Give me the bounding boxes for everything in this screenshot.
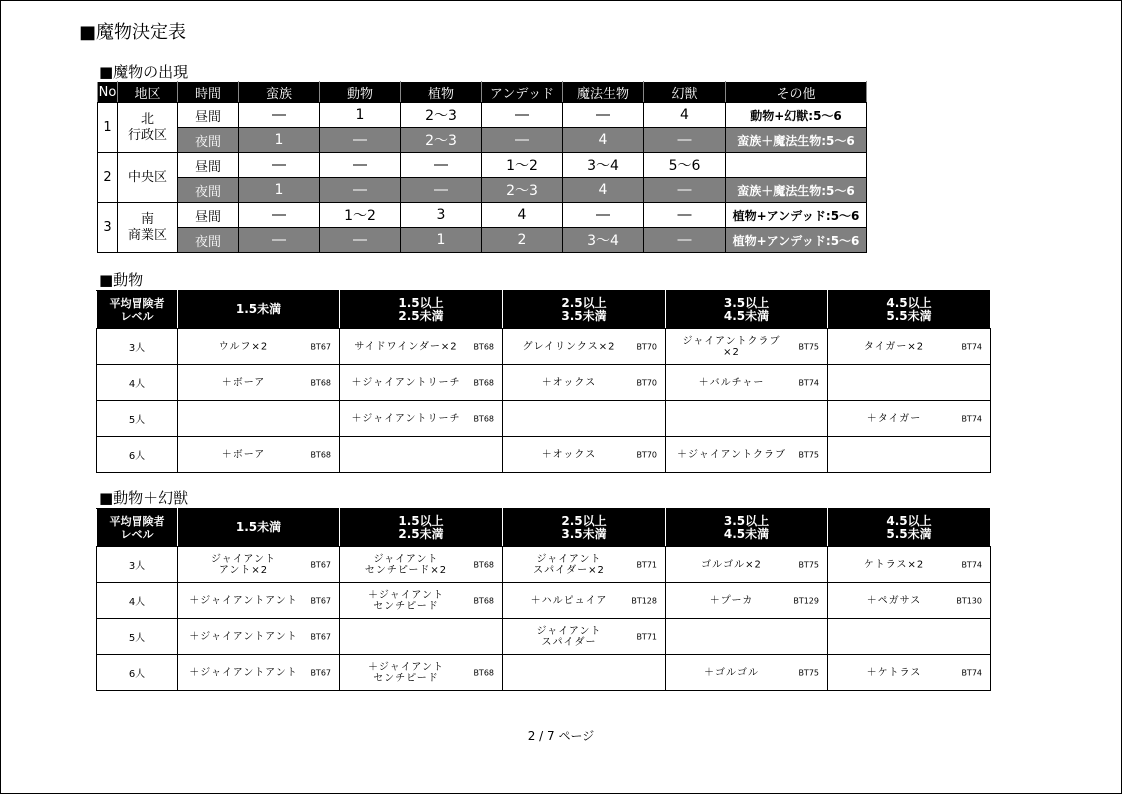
monster-entry — [828, 365, 990, 400]
level-range-header: 2.5以上 3.5未満 — [503, 509, 666, 547]
monster-entry — [340, 329, 502, 364]
time-of-day: 昼間 — [178, 153, 239, 178]
roll-range: ― — [563, 103, 644, 128]
appearance-table — [97, 81, 867, 253]
book-reference: BT128 — [631, 596, 657, 605]
time-of-day: 昼間 — [178, 103, 239, 128]
region-name: 中央区 — [118, 153, 178, 203]
monster-name: ＋ジャイアントアント — [189, 595, 298, 606]
column-header: 魔法生物 — [563, 82, 644, 103]
monster-cell — [340, 655, 503, 691]
table-row — [98, 203, 867, 228]
monster-cell — [178, 619, 340, 655]
monster-cell — [503, 655, 666, 691]
party-size: 4人 — [97, 365, 178, 401]
monster-cell — [178, 655, 340, 691]
region-number: 2 — [98, 153, 118, 203]
animals-table — [96, 290, 991, 473]
column-header: アンデッド — [482, 82, 563, 103]
book-reference: BT74 — [961, 342, 982, 351]
monster-cell — [666, 619, 828, 655]
monster-cell — [503, 619, 666, 655]
roll-range: ― — [320, 128, 401, 153]
roll-range: 4 — [563, 178, 644, 203]
roll-range: 1 — [239, 178, 320, 203]
monster-cell — [178, 547, 340, 583]
book-reference: BT70 — [636, 342, 657, 351]
monster-entry — [503, 655, 665, 690]
roll-range: 1〜2 — [320, 203, 401, 228]
book-reference: BT68 — [310, 378, 331, 387]
monster-name: ＋ボーア — [221, 377, 266, 388]
roll-range: ― — [239, 203, 320, 228]
party-size: 5人 — [97, 401, 178, 437]
book-reference: BT75 — [798, 668, 819, 677]
book-reference: BT71 — [636, 560, 657, 569]
book-reference: BT74 — [961, 668, 982, 677]
monster-cell — [340, 365, 503, 401]
roll-range: 2〜3 — [482, 178, 563, 203]
book-reference: BT67 — [310, 596, 331, 605]
roll-range: 1 — [239, 128, 320, 153]
monster-cell — [503, 547, 666, 583]
table-row — [97, 437, 991, 473]
roll-range: ― — [644, 178, 726, 203]
party-size: 6人 — [97, 655, 178, 691]
table-row — [98, 228, 867, 253]
monster-cell — [340, 583, 503, 619]
monster-entry — [340, 437, 502, 472]
party-size: 3人 — [97, 547, 178, 583]
monster-entry — [503, 437, 665, 472]
book-reference: BT74 — [961, 560, 982, 569]
book-reference: BT68 — [473, 378, 494, 387]
monster-entry — [340, 401, 502, 436]
book-reference: BT129 — [793, 596, 819, 605]
monster-entry — [503, 547, 665, 582]
column-header: 植物 — [401, 82, 482, 103]
other-roll — [726, 153, 867, 178]
book-reference: BT68 — [473, 342, 494, 351]
monster-name: ジャイアントクラブ ×2 — [682, 335, 781, 358]
monster-name: ジャイアント センチピード×2 — [364, 553, 448, 576]
level-range-header: 3.5以上 4.5未満 — [666, 509, 828, 547]
monster-entry — [178, 401, 339, 436]
level-range-header: 3.5以上 4.5未満 — [666, 291, 828, 329]
monster-name: ケトラス×2 — [863, 559, 925, 570]
monster-cell — [828, 547, 991, 583]
book-reference: BT71 — [636, 632, 657, 641]
monster-cell — [178, 583, 340, 619]
table-row — [97, 365, 991, 401]
level-range-header: 2.5以上 3.5未満 — [503, 291, 666, 329]
level-range-header: 1.5以上 2.5未満 — [340, 291, 503, 329]
monster-entry — [828, 619, 990, 654]
book-reference: BT67 — [310, 342, 331, 351]
roll-range: ― — [644, 203, 726, 228]
roll-range: 5〜6 — [644, 153, 726, 178]
monster-cell — [178, 365, 340, 401]
book-reference: BT68 — [473, 668, 494, 677]
monster-cell — [666, 365, 828, 401]
monster-entry — [503, 583, 665, 618]
level-header: 平均冒険者 レベル — [97, 509, 178, 547]
monster-entry — [178, 547, 339, 582]
book-reference: BT74 — [961, 414, 982, 423]
monster-cell — [503, 329, 666, 365]
party-size: 4人 — [97, 583, 178, 619]
book-reference: BT70 — [636, 378, 657, 387]
monster-entry — [666, 401, 827, 436]
book-reference: BT74 — [798, 378, 819, 387]
party-size: 6人 — [97, 437, 178, 473]
roll-range: ― — [401, 178, 482, 203]
monster-entry — [666, 365, 827, 400]
monster-name: ＋ジャイアントアント — [189, 631, 298, 642]
roll-range: 4 — [563, 128, 644, 153]
table-row — [97, 583, 991, 619]
region-name: 南 商業区 — [118, 203, 178, 253]
monster-entry — [503, 619, 665, 654]
monster-name: ＋ジャイアントクラブ — [677, 449, 786, 460]
monster-cell — [503, 437, 666, 473]
monster-cell — [828, 619, 991, 655]
party-size: 3人 — [97, 329, 178, 365]
monster-entry — [503, 365, 665, 400]
monster-cell — [666, 655, 828, 691]
monster-entry — [178, 583, 339, 618]
monster-name: ＋ハルピュイア — [530, 595, 608, 606]
table-row — [97, 619, 991, 655]
column-header: 地区 — [118, 82, 178, 103]
roll-range: 4 — [644, 103, 726, 128]
roll-range: ― — [239, 153, 320, 178]
monster-entry — [340, 547, 502, 582]
time-of-day: 夜間 — [178, 178, 239, 203]
book-reference: BT70 — [636, 450, 657, 459]
monster-cell — [503, 583, 666, 619]
time-of-day: 昼間 — [178, 203, 239, 228]
monster-entry — [828, 401, 990, 436]
roll-range: ― — [482, 128, 563, 153]
monster-name: グレイリンクス×2 — [522, 341, 616, 352]
monster-cell — [340, 619, 503, 655]
monster-name: ＋オックス — [541, 377, 597, 388]
monster-cell — [828, 655, 991, 691]
roll-range: ― — [320, 153, 401, 178]
monster-name: ＋ジャイアントリーチ — [351, 413, 461, 424]
monster-cell — [666, 583, 828, 619]
animals-heading: ■動物 — [99, 271, 144, 289]
monster-entry — [340, 583, 502, 618]
monster-entry — [828, 329, 990, 364]
page-number: 2 / 7 ページ — [527, 729, 595, 743]
roll-range: ― — [401, 153, 482, 178]
book-reference: BT75 — [798, 560, 819, 569]
monster-entry — [178, 329, 339, 364]
monster-cell — [828, 437, 991, 473]
monster-name: ジャイアント スパイダー — [536, 625, 602, 648]
other-roll: 植物+アンデッド:5〜6 — [726, 228, 867, 253]
roll-range: ― — [239, 228, 320, 253]
level-range-header: 4.5以上 5.5未満 — [828, 509, 991, 547]
other-roll: 動物+幻獣:5〜6 — [726, 103, 867, 128]
monster-entry — [666, 619, 827, 654]
monster-entry — [178, 437, 339, 472]
monster-entry — [178, 365, 339, 400]
level-range-header: 4.5以上 5.5未満 — [828, 291, 991, 329]
column-header: 幻獣 — [644, 82, 726, 103]
roll-range: 2〜3 — [401, 128, 482, 153]
book-reference: BT75 — [798, 450, 819, 459]
monster-name: ＋ボーア — [221, 449, 266, 460]
roll-range: 1 — [320, 103, 401, 128]
table-row — [98, 103, 867, 128]
party-size: 5人 — [97, 619, 178, 655]
book-reference: BT68 — [473, 596, 494, 605]
monster-cell — [666, 329, 828, 365]
monster-entry — [178, 655, 339, 690]
monster-entry — [340, 655, 502, 690]
monster-name: ＋ケトラス — [866, 667, 922, 678]
table-row — [97, 655, 991, 691]
roll-range: ― — [320, 178, 401, 203]
monster-entry — [828, 655, 990, 690]
monster-name: ＋プーカ — [709, 595, 754, 606]
other-roll: 蛮族＋魔法生物:5〜6 — [726, 128, 867, 153]
book-reference: BT67 — [310, 668, 331, 677]
monster-cell — [178, 329, 340, 365]
monster-name: ジャイアント スパイダー×2 — [533, 553, 605, 576]
monster-name: ＋タイガー — [866, 413, 922, 424]
monster-entry — [666, 437, 827, 472]
roll-range: ― — [644, 128, 726, 153]
monster-name: ＋ジャイアントアント — [189, 667, 298, 678]
monster-name: ゴルゴル×2 — [701, 559, 762, 570]
monster-cell — [666, 437, 828, 473]
page-title: ■魔物決定表 — [79, 22, 187, 43]
roll-range: ― — [644, 228, 726, 253]
monster-cell — [340, 401, 503, 437]
monster-name: ＋ジャイアント センチピード — [367, 589, 445, 612]
roll-range: ― — [320, 228, 401, 253]
animals-beasts-table — [96, 508, 991, 691]
roll-range: ― — [563, 203, 644, 228]
table-row — [97, 547, 991, 583]
monster-name: ＋ゴルゴル — [704, 667, 759, 678]
level-range-header: 1.5未満 — [178, 509, 340, 547]
monster-name: ＋ペガサス — [866, 595, 922, 606]
monster-cell — [503, 401, 666, 437]
monster-entry — [178, 619, 339, 654]
monster-name: ウルフ×2 — [218, 341, 269, 352]
region-name: 北 行政区 — [118, 103, 178, 153]
column-header: 動物 — [320, 82, 401, 103]
monster-entry — [666, 583, 827, 618]
monster-entry — [340, 619, 502, 654]
monster-name: ＋ジャイアントリーチ — [351, 377, 461, 388]
monster-cell — [178, 437, 340, 473]
roll-range: 3〜4 — [563, 228, 644, 253]
time-of-day: 夜間 — [178, 128, 239, 153]
book-reference: BT68 — [473, 414, 494, 423]
column-header: 蛮族 — [239, 82, 320, 103]
monster-name: ＋オックス — [541, 449, 597, 460]
monster-cell — [340, 437, 503, 473]
book-reference: BT67 — [310, 560, 331, 569]
monster-cell — [178, 401, 340, 437]
column-header: No — [98, 82, 118, 103]
roll-range: ― — [239, 103, 320, 128]
book-reference: BT68 — [310, 450, 331, 459]
column-header: その他 — [726, 82, 867, 103]
level-header: 平均冒険者 レベル — [97, 291, 178, 329]
roll-range: 1〜2 — [482, 153, 563, 178]
monster-name: サイドワインダー×2 — [354, 341, 458, 352]
roll-range: 3〜4 — [563, 153, 644, 178]
monster-cell — [340, 547, 503, 583]
monster-entry — [503, 401, 665, 436]
monster-name: ＋バルチャー — [698, 377, 765, 388]
roll-range: 3 — [401, 203, 482, 228]
monster-cell — [828, 365, 991, 401]
monster-entry — [666, 655, 827, 690]
monster-entry — [828, 437, 990, 472]
book-reference: BT68 — [473, 560, 494, 569]
monster-cell — [828, 583, 991, 619]
table-row — [98, 153, 867, 178]
roll-range: ― — [482, 103, 563, 128]
monster-entry — [340, 365, 502, 400]
table-row — [98, 128, 867, 153]
monster-cell — [828, 401, 991, 437]
monster-cell — [340, 329, 503, 365]
table-row — [98, 178, 867, 203]
book-reference: BT67 — [310, 632, 331, 641]
region-number: 1 — [98, 103, 118, 153]
monster-cell — [666, 547, 828, 583]
column-header: 時間 — [178, 82, 239, 103]
monster-name: ＋ジャイアント センチピード — [367, 661, 445, 684]
region-number: 3 — [98, 203, 118, 253]
monster-entry — [666, 329, 827, 364]
table-row — [97, 329, 991, 365]
table-row — [97, 401, 991, 437]
time-of-day: 夜間 — [178, 228, 239, 253]
roll-range: 2〜3 — [401, 103, 482, 128]
monster-name: タイガー×2 — [863, 341, 925, 352]
appearance-heading: ■魔物の出現 — [99, 63, 189, 81]
monster-cell — [503, 365, 666, 401]
level-range-header: 1.5以上 2.5未満 — [340, 509, 503, 547]
book-reference: BT75 — [798, 342, 819, 351]
other-roll: 蛮族＋魔法生物:5〜6 — [726, 178, 867, 203]
monster-cell — [666, 401, 828, 437]
monster-entry — [503, 329, 665, 364]
monster-entry — [666, 547, 827, 582]
monster-entry — [828, 547, 990, 582]
animals-beasts-heading: ■動物＋幻獣 — [99, 489, 189, 507]
book-reference: BT130 — [956, 596, 982, 605]
roll-range: 4 — [482, 203, 563, 228]
level-range-header: 1.5未満 — [178, 291, 340, 329]
monster-name: ジャイアント アント×2 — [210, 553, 277, 576]
roll-range: 1 — [401, 228, 482, 253]
monster-cell — [828, 329, 991, 365]
monster-entry — [828, 583, 990, 618]
roll-range: 2 — [482, 228, 563, 253]
other-roll: 植物+アンデッド:5〜6 — [726, 203, 867, 228]
